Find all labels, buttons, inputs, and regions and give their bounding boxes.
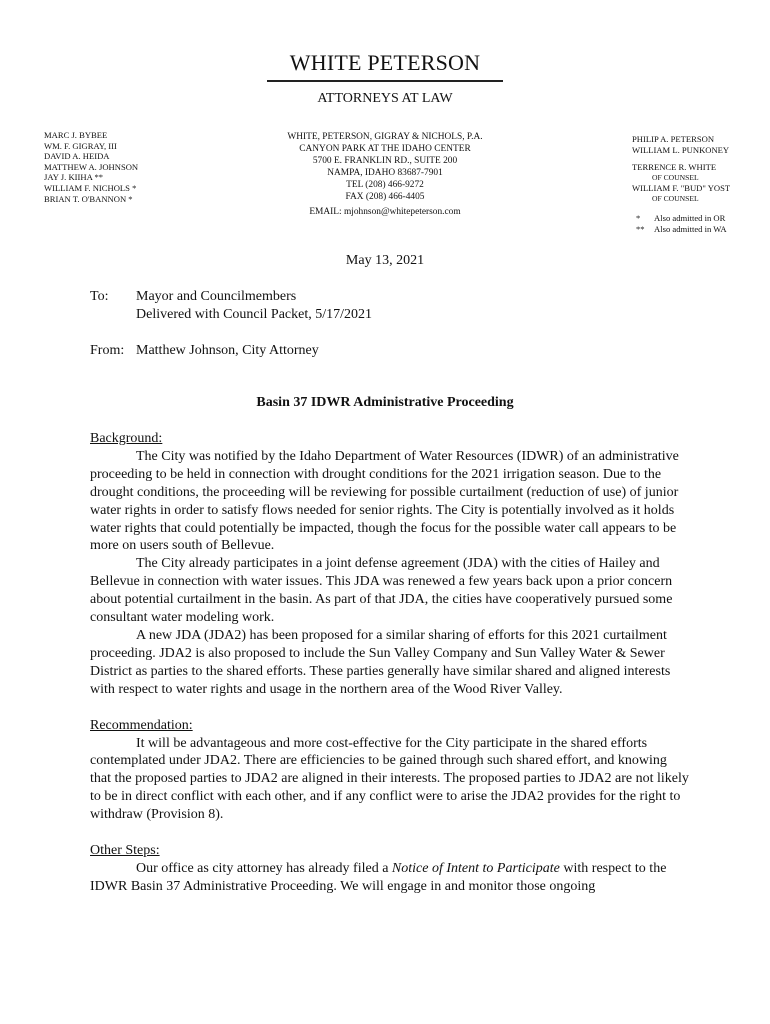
background-section [90,430,690,699]
partner-name: JAY J. KIIHA ** [44,172,104,183]
partner-name: MATTHEW A. JOHNSON [44,161,139,172]
footnote-text: Also admitted in WA [654,224,727,234]
partner-name: TERRENCE R. WHITE [632,162,717,173]
firm-name-text: WHITE PETERSON [289,50,481,75]
memo-subject: Basin 37 IDWR Administrative Proceeding [256,395,514,410]
firm-subtitle: ATTORNEYS AT LAW [317,91,453,106]
firm-full-name: WHITE, PETERSON, GIGRAY & NICHOLS, P.A. [287,132,483,142]
paragraph: The City was notified by the Idaho Department of Water Resources (IDWR) of an administrative proceeding to be held in connection with drought conditions for the 2021 irrigation season. Due to the drought conditions, the proceeding will be reviewing for possible curtailment (reduction of use) of junior water rights in order to satisfy flows needed for senior rights. The City is potentially involved as it holds water rights that could potentially be impacted, though the focus for the possible water call appears to be more on users south of Bellevue. [90,448,679,554]
fax: FAX (208) 466-4405 [345,192,425,202]
partner-name: WILLIAM F. "BUD" YOST [632,183,731,194]
partner-name: DAVID A. HEIDA [44,151,110,162]
to-label: To: [90,289,109,304]
telephone: TEL (208) 466-9272 [346,180,424,190]
memo-to [90,288,372,324]
partner-name: PHILIP A. PETERSON [632,134,715,144]
paragraph: It will be advantageous and more cost-effective for the City participate in the shared efforts contemplated under JDA2. There are efficiencies to be gained through such shared effort, and knowing that the proposed parties to JDA2 are aligned in their interests. The proposed parties to JDA2 are not likely to be in direct conflict with each other, and if any conflict were to arise the JDA2 provides for the right to withdraw (Provision 8). [90,735,689,823]
partner-list-left [44,130,138,204]
to-delivery-note: Delivered with Council Packet, 5/17/2021 [136,307,373,322]
memo-from [90,342,319,360]
partner-name: MARC J. BYBEE [44,130,108,140]
address-line: CANYON PARK AT THE IDAHO CENTER [299,144,471,154]
section-heading: Other Steps: [90,843,160,859]
from-label: From: [90,343,125,358]
footnote-text: Also admitted in OR [654,213,726,223]
memo-date: May 13, 2021 [345,253,425,268]
from-sender: Matthew Johnson, City Attorney [136,343,319,358]
partner-name: WILLIAM L. PUNKONEY [632,144,730,155]
firm-address-block [205,131,565,218]
of-counsel-note: OF COUNSEL [652,172,699,182]
other-steps-section [90,842,690,896]
paragraph: The City already participates in a joint defense agreement (JDA) with the cities of Hailey and Bellevue in connection with water issues. This JDA was renewed a few years back upon a prior concern about potential curtailment in the basin. As part of that JDA, the cities have cooperatively pursued some consultant water modeling work. [90,556,673,626]
footnote-symbol: ** [636,224,645,234]
spacer [632,155,730,162]
section-heading: Background: [90,431,163,446]
partner-name: WM. F. GIGRAY, III [44,140,117,151]
partner-name: BRIAN T. O'BANNON * [44,193,133,204]
recommendation-section [90,717,690,824]
partner-name: WILLIAM F. NICHOLS * [44,182,137,193]
paragraph-text: with respect to the IDWR Basin 37 Administrative Proceeding. We will engage in and monitor those ongoing [90,860,667,894]
firm-name-rule [267,80,503,82]
admission-footnotes [636,213,727,235]
paragraph: A new JDA (JDA2) has been proposed for a similar sharing of efforts for this 2021 curtailment proceeding. JDA2 is also proposed to include the Sun Valley Company and Sun Valley Water & Sewer District as parties to the shared efforts. These parties generally have similar shared and aligned interests with respect to water rights and usage in the northern area of the Wood River Valley. [90,627,671,697]
address-line: NAMPA, IDAHO 83687-7901 [327,168,443,178]
address-line: 5700 E. FRANKLIN RD., SUITE 200 [312,156,458,166]
to-recipient: Mayor and Councilmembers [136,289,297,304]
email: EMAIL: mjohnson@whitepeterson.com [309,207,461,217]
notice-title: Notice of Intent to Participate [391,860,560,876]
paragraph-text: Our office as city attorney has already filed a [136,860,392,876]
footnote [636,224,727,235]
partner-list-right [632,134,730,205]
memo-body [90,430,690,896]
footnote [636,213,727,224]
paragraph [90,860,690,896]
footnote-symbol: * [636,213,641,223]
firm-name [0,50,770,82]
section-heading: Recommendation: [90,717,193,733]
of-counsel-note: OF COUNSEL [652,193,699,203]
